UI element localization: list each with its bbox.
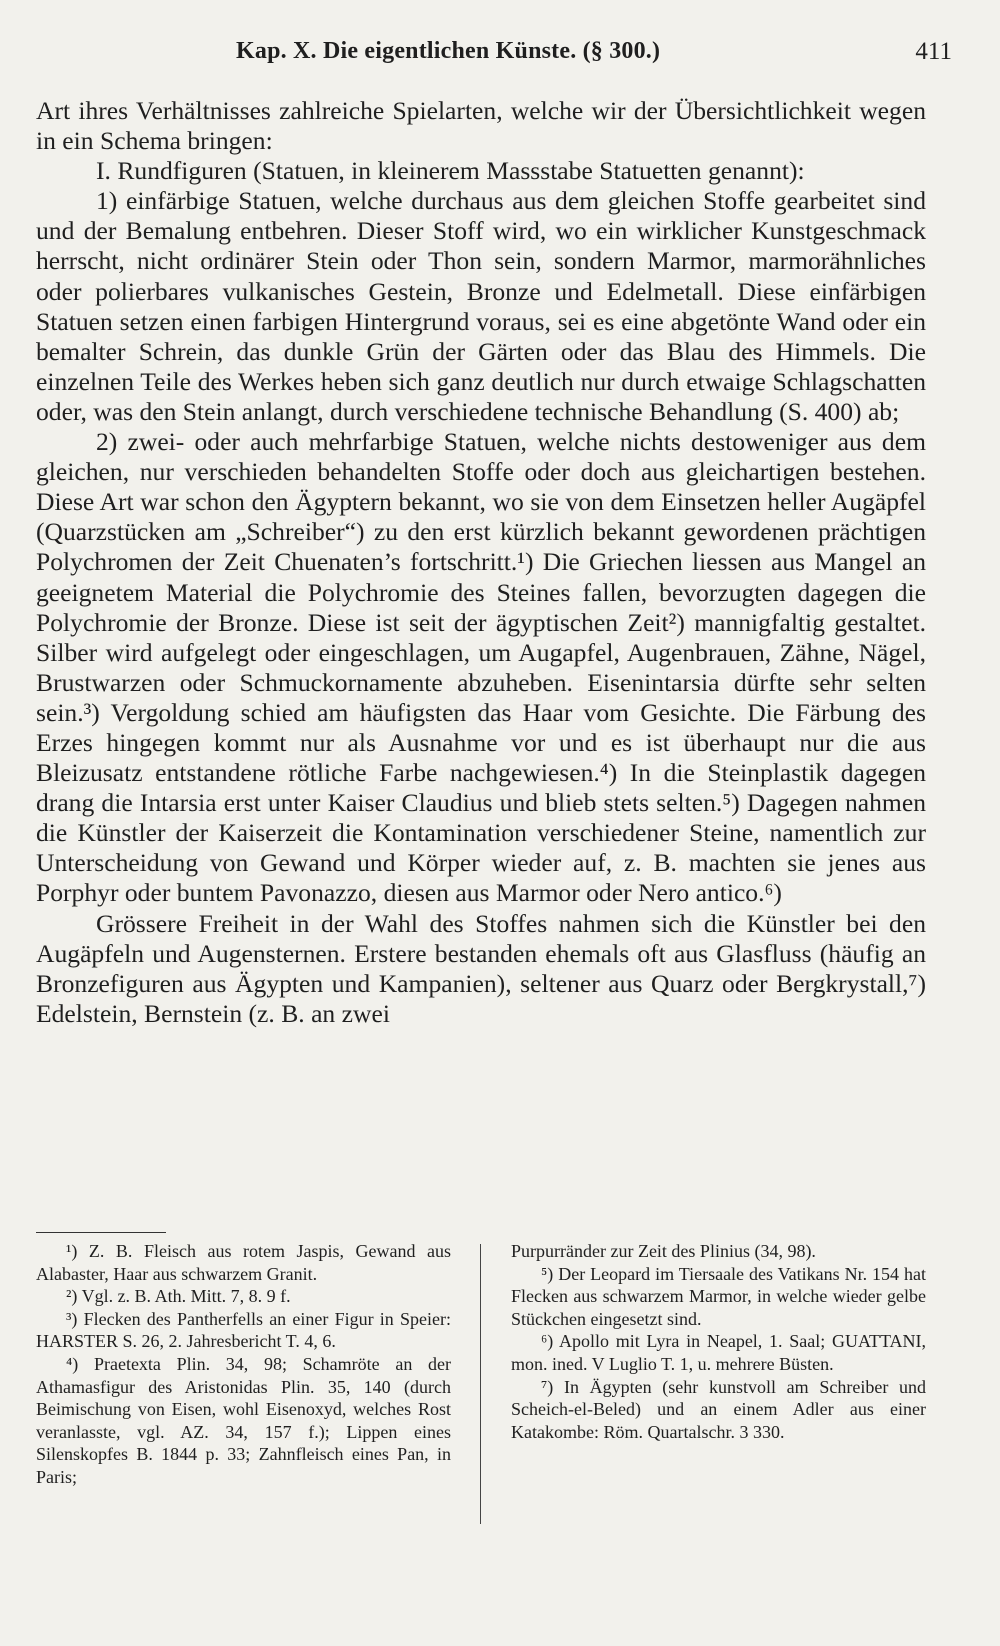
- footnote: ⁷) In Ägypten (sehr kunstvoll am Schreiber und Scheich-el-Beled) und an einem Adler aus einer Katakombe: Röm. Quartalschr. 3 330.: [511, 1376, 926, 1442]
- footnote: ³) Flecken des Pantherfells an einer Figur in Speier: HARSTER S. 26, 2. Jahresbericht T. 4, 6.: [36, 1308, 451, 1352]
- footnote-continuation: Purpurränder zur Zeit des Plinius (34, 98).: [511, 1241, 816, 1261]
- footnote: ⁴) Praetexta Plin. 34, 98; Schamröte an der Athamasfigur des Aristonidas Plin. 35, 140 (durch Beimischung von Eisen, wohl Eisenoxyd, welches Rost veranlasste, vgl. AZ. 34, 157 f.); Lippen eines Silenskopfes B. 1844 p. 33; Zahnfleisch eines Pan, in Paris;: [36, 1353, 451, 1487]
- running-head: Kap. X. Die eigentlichen Künste. (§ 300.): [236, 38, 661, 64]
- footnote: ²) Vgl. z. B. Ath. Mitt. 7, 8. 9 f.: [66, 1286, 291, 1307]
- page-number: 411: [915, 38, 952, 65]
- footnote: ⁵) Der Leopard im Tiersaale des Vatikans Nr. 154 hat Flecken aus schwarzem Marmor, in welche wieder gelbe Stückchen eingesetzt sind.: [511, 1263, 926, 1329]
- paragraph: Grössere Freiheit in der Wahl des Stoffes nahmen sich die Künstler bei den Augäpfeln und Augensternen. Erstere bestanden ehemals oft aus Glasfluss (häufig an Bronzefiguren aus Ägypten und Kampanien), seltener aus Quarz oder Bergkrystall,⁷) Edelstein, Bernstein (z. B. an zwei: [36, 908, 926, 1028]
- main-text: [36, 96, 926, 1029]
- paragraph: 1) einfärbige Statuen, welche durchaus aus dem gleichen Stoffe gearbeitet sind und der Bemalung entbehren. Dieser Stoff wird, wo ein wirklicher Kunstgeschmack herrscht, nicht ordinärer Stein oder Thon sein, sondern Marmor, marmorähnliches oder polierbares vulkanisches Gestein, Bronze und Edelmetall. Diese einfärbigen Statuen setzen einen farbigen Hintergrund voraus, sei es eine abgetönte Wand oder ein bemalter Schrein, das dunkle Grün der Gärten oder das Blau des Himmels. Die einzelnen Teile des Werkes heben sich ganz deutlich nur durch etwaige Schlagschatten oder, was den Stein anlangt, durch verschiedene technische Behandlung (S. 400) ab;: [36, 186, 926, 426]
- footnote-rule: [36, 1232, 166, 1233]
- paragraph: 2) zwei- oder auch mehrfarbige Statuen, welche nichts destoweniger aus dem gleichen, nur verschieden behandelten Stoffe oder doch aus gleichartigen bestehen. Diese Art war schon den Ägyptern bekannt, wo sie von dem Einsetzen heller Augäpfel (Quarzstücken am „Schreiber“) zu den erst kürzlich bekannt gewordenen prächtigen Polychromen der Zeit Chuenaten’s fortschritt.¹) Die Griechen liessen aus Mangel an geeignetem Material die Polychromie des Steines fallen, bevorzugten dagegen die Polychromie der Bronze. Diese ist seit der ägyptischen Zeit²) mannigfaltig gestaltet. Silber wird aufgelegt oder eingeschlagen, um Augapfel, Augenbrauen, Zähne, Nägel, Brustwarzen oder Schmuckornamente abzuheben. Eisenintarsia dürfte sehr selten sein.³) Vergoldung schied am häufigsten das Haar vom Gesichte. Die Färbung des Erzes hingegen kommt nur als Ausnahme vor und es ist überhaupt nur die aus Bleizusatz entstandene rötliche Farbe nachgewiesen.⁴) In die Steinplastik dagegen drang die Intarsia erst unter Kaiser Claudius und blieb stets selten.⁵) Dagegen nahmen die Künstler der Kaiserzeit die Kontamination verschiedener Steine, namentlich zur Unterscheidung von Gewand und Körper wieder auf, z. B. machten sie jenes aus Porphyr oder buntem Pavonazzo, diesen aus Marmor oder Nero antico.⁶): [36, 427, 926, 908]
- footnote: ⁶) Apollo mit Lyra in Neapel, 1. Saal; GUATTANI, mon. ined. V Luglio T. 1, u. mehrere Büsten.: [511, 1331, 926, 1374]
- footnotes-right-column: [511, 1240, 926, 1443]
- footnote: ¹) Z. B. Fleisch aus rotem Jaspis, Gewand aus Alabaster, Haar aus schwarzem Granit.: [36, 1241, 451, 1284]
- footnotes-left-column: [36, 1240, 451, 1489]
- paragraph: I. Rundfiguren (Statuen, in kleinerem Massstabe Statuetten genannt):: [96, 156, 805, 186]
- page-header: [36, 38, 952, 72]
- column-divider: [480, 1244, 481, 1524]
- paragraph: Art ihres Verhältnisses zahlreiche Spielarten, welche wir der Übersichtlichkeit wegen in ein Schema bringen:: [36, 96, 926, 156]
